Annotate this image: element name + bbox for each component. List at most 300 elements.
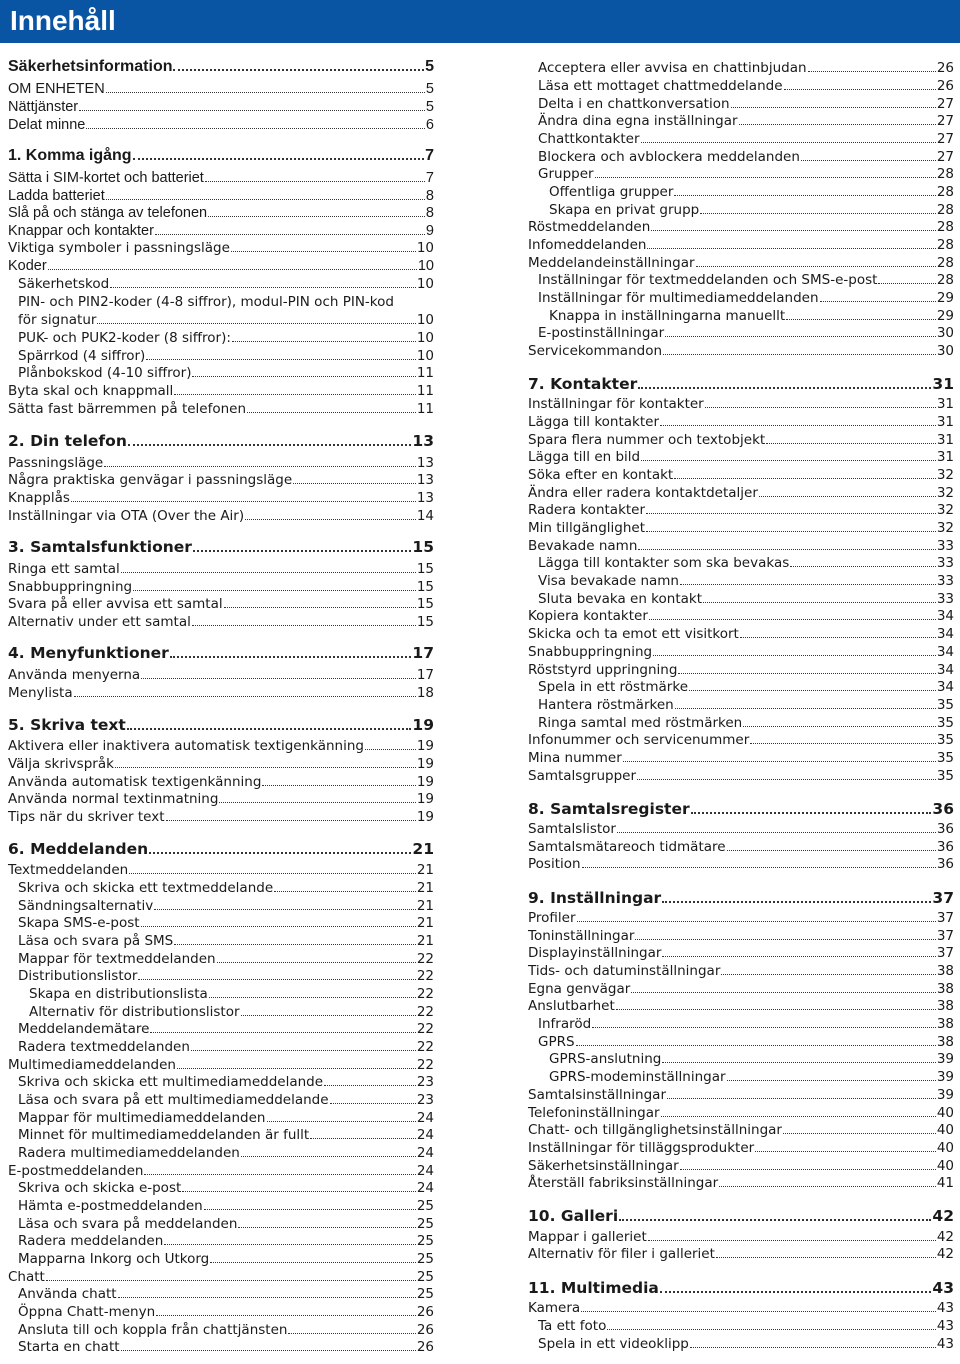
toc-dot-leader	[700, 202, 936, 214]
toc-page-number: 40	[936, 1158, 954, 1174]
toc-entry-title: Infomeddelanden	[528, 237, 647, 253]
toc-entry[interactable]	[528, 289, 954, 307]
toc-entry-title: Spara flera nummer och textobjekt	[528, 432, 766, 448]
toc-chapter-heading[interactable]	[8, 146, 434, 166]
toc-entry-title: GPRS-anslutning	[549, 1051, 662, 1067]
toc-page-number: 9	[425, 223, 434, 239]
toc-entry[interactable]	[528, 1068, 954, 1086]
toc-entry-title: Kamera	[528, 1300, 581, 1316]
toc-page-number: 28	[936, 202, 954, 218]
toc-entry[interactable]	[8, 275, 434, 293]
toc-entry[interactable]	[528, 466, 954, 484]
toc-entry[interactable]	[8, 471, 434, 489]
toc-entry[interactable]	[528, 590, 954, 608]
toc-entry[interactable]	[528, 661, 954, 679]
toc-page-number: 37	[932, 889, 954, 907]
toc-dot-leader	[680, 573, 936, 585]
toc-page-number: 25	[416, 1233, 434, 1249]
toc-entry-title: Bevakade namn	[528, 538, 638, 554]
toc-dot-leader	[878, 272, 935, 284]
toc-entry-title: Röststyrd uppringning	[528, 662, 678, 678]
toc-entry-title: Displayinställningar	[528, 945, 662, 961]
toc-entry[interactable]	[8, 684, 434, 702]
toc-entry[interactable]	[528, 1050, 954, 1068]
toc-dot-leader	[820, 290, 936, 302]
toc-entry[interactable]	[8, 1303, 434, 1321]
toc-entry[interactable]	[528, 271, 954, 289]
toc-dot-leader	[193, 538, 411, 552]
toc-entry[interactable]	[528, 519, 954, 537]
toc-page-number: 28	[936, 255, 954, 271]
toc-dot-leader	[623, 750, 936, 762]
toc-entry[interactable]	[8, 1268, 434, 1286]
toc-chapter-heading[interactable]	[528, 374, 954, 394]
toc-entry-title: Läsa och svara på meddelanden	[18, 1216, 238, 1232]
toc-page-number: 10	[416, 276, 434, 292]
toc-entry[interactable]	[8, 595, 434, 613]
toc-entry[interactable]	[8, 169, 434, 187]
toc-entry-title: Samtalsgrupper	[528, 768, 637, 784]
toc-page-number: 34	[936, 662, 954, 678]
toc-entry[interactable]	[8, 1109, 434, 1127]
toc-page-number: 32	[936, 485, 954, 501]
toc-entry[interactable]	[528, 909, 954, 927]
toc-entry-title: E-postmeddelanden	[8, 1163, 144, 1179]
toc-entry[interactable]	[528, 678, 954, 696]
toc-entry-title: Viktiga symboler i passningsläge	[8, 240, 230, 256]
toc-page-number: 33	[936, 591, 954, 607]
toc-entry[interactable]	[528, 537, 954, 555]
toc-entry[interactable]	[528, 855, 954, 873]
toc-entry[interactable]	[8, 222, 434, 240]
toc-entry[interactable]	[528, 77, 954, 95]
toc-entry[interactable]	[8, 808, 434, 826]
toc-dot-leader	[680, 1158, 936, 1170]
toc-entry[interactable]	[8, 773, 434, 791]
toc-entry-title: 10. Galleri	[528, 1207, 619, 1225]
toc-entry[interactable]	[8, 311, 434, 329]
toc-entry[interactable]	[528, 767, 954, 785]
toc-entry-title: Chatt	[8, 1269, 45, 1285]
toc-entry[interactable]	[528, 201, 954, 219]
toc-entry-title: Acceptera eller avvisa en chattinbjudan	[538, 60, 807, 76]
toc-entry[interactable]	[528, 95, 954, 113]
toc-dot-leader	[705, 396, 936, 408]
toc-entry[interactable]	[8, 329, 434, 347]
toc-entry-title: 11. Multimedia	[528, 1279, 659, 1297]
toc-dot-leader	[155, 223, 425, 235]
toc-dot-leader	[224, 596, 416, 608]
toc-entry[interactable]	[528, 1033, 954, 1051]
toc-entry[interactable]	[8, 1321, 434, 1339]
toc-dot-leader	[582, 856, 936, 868]
toc-entry[interactable]	[528, 820, 954, 838]
toc-entry[interactable]	[8, 1056, 434, 1074]
toc-entry-title: Inställningar för multimediameddelanden	[538, 290, 819, 306]
toc-dot-leader	[110, 276, 416, 288]
toc-page-number: 34	[936, 626, 954, 642]
toc-entry[interactable]	[528, 1104, 954, 1122]
toc-entry[interactable]	[8, 932, 434, 950]
toc-entry[interactable]	[528, 731, 954, 749]
toc-dot-leader	[727, 839, 936, 851]
toc-entry-title: Säkerhetsinställningar	[528, 1158, 679, 1174]
toc-page-number: 25	[416, 1286, 434, 1302]
toc-dot-leader	[106, 81, 425, 93]
toc-chapter-heading[interactable]	[528, 888, 954, 908]
toc-dot-leader	[631, 981, 936, 993]
toc-dot-leader	[719, 1175, 936, 1187]
toc-dot-leader	[141, 915, 416, 927]
toc-dot-leader	[150, 1021, 415, 1033]
toc-entry[interactable]	[8, 1126, 434, 1144]
toc-page-number: 40	[936, 1105, 954, 1121]
toc-entry[interactable]	[8, 613, 434, 631]
toc-entry[interactable]	[8, 1197, 434, 1215]
toc-entry[interactable]	[8, 985, 434, 1003]
toc-entry[interactable]	[8, 98, 434, 116]
toc-entry[interactable]	[528, 607, 954, 625]
toc-chapter-heading[interactable]	[8, 431, 434, 451]
toc-entry[interactable]	[8, 967, 434, 985]
toc-page-number: 28	[936, 219, 954, 235]
toc-entry-title: Använda menyerna	[8, 667, 141, 683]
toc-dot-leader	[146, 348, 416, 360]
toc-entry[interactable]	[528, 1335, 954, 1353]
toc-entry-title: Meddelandeinställningar	[528, 255, 695, 271]
toc-entry[interactable]	[8, 1215, 434, 1233]
toc-chapter-heading[interactable]	[528, 799, 954, 819]
toc-entry[interactable]	[8, 1091, 434, 1109]
toc-entry[interactable]	[8, 204, 434, 222]
toc-entry[interactable]	[528, 431, 954, 449]
toc-dot-leader	[716, 1246, 936, 1258]
toc-entry-title: Ändra dina egna inställningar	[538, 113, 738, 129]
toc-page-number: 25	[416, 1216, 434, 1232]
toc-entry[interactable]	[8, 578, 434, 596]
toc-chapter-heading[interactable]	[8, 537, 434, 557]
toc-entry-title: Visa bevakade namn	[538, 573, 679, 589]
toc-dot-leader	[106, 188, 425, 200]
toc-page-number: 24	[416, 1110, 434, 1126]
toc-dot-leader	[790, 555, 936, 567]
toc-entry[interactable]	[8, 1020, 434, 1038]
toc-page-number: 15	[416, 596, 434, 612]
toc-entry[interactable]	[8, 347, 434, 365]
toc-entry[interactable]	[528, 1015, 954, 1033]
toc-page-number: 35	[936, 768, 954, 784]
toc-entry[interactable]	[528, 643, 954, 661]
toc-dot-leader	[662, 945, 935, 957]
toc-page-number: 35	[936, 732, 954, 748]
toc-entry[interactable]	[528, 448, 954, 466]
toc-page-number: 13	[416, 490, 434, 506]
toc-page-number: 38	[936, 1016, 954, 1032]
toc-entry[interactable]	[528, 254, 954, 272]
toc-entry-title: Mina nummer	[528, 750, 622, 766]
toc-entry[interactable]	[528, 342, 954, 360]
toc-dot-leader	[616, 998, 936, 1010]
toc-entry[interactable]	[8, 257, 434, 275]
toc-dot-leader	[759, 485, 936, 497]
toc-dot-leader	[144, 1163, 415, 1175]
toc-entry[interactable]	[8, 400, 434, 418]
toc-dot-leader	[177, 1057, 416, 1069]
toc-page-number: 29	[936, 290, 954, 306]
toc-page-number: 5	[425, 81, 434, 97]
toc-entry[interactable]	[528, 112, 954, 130]
toc-entry[interactable]	[528, 148, 954, 166]
toc-entry[interactable]	[528, 395, 954, 413]
toc-entry[interactable]	[8, 293, 434, 311]
toc-entry-title: PUK- och PUK2-koder (8 siffror):	[18, 330, 231, 346]
toc-page-number: 33	[936, 538, 954, 554]
toc-entry[interactable]	[8, 489, 434, 507]
toc-page-number: 40	[936, 1140, 954, 1156]
toc-entry[interactable]	[528, 1121, 954, 1139]
toc-entry[interactable]	[8, 1003, 434, 1021]
toc-entry[interactable]	[528, 413, 954, 431]
toc-entry[interactable]	[528, 1086, 954, 1104]
toc-dot-leader	[46, 1269, 416, 1281]
toc-dot-leader	[750, 732, 936, 744]
toc-dot-leader	[647, 237, 935, 249]
toc-chapter-heading[interactable]	[8, 839, 434, 859]
toc-entry[interactable]	[528, 1157, 954, 1175]
toc-entry-title: Kopiera kontakter	[528, 608, 648, 624]
toc-page-number: 37	[936, 910, 954, 926]
toc-page-number: 32	[936, 520, 954, 536]
toc-entry[interactable]	[8, 1250, 434, 1268]
toc-page-number: 11	[416, 365, 434, 381]
toc-entry-title: 6. Meddelanden	[8, 840, 149, 858]
toc-page-number: 15	[416, 561, 434, 577]
toc-dot-leader	[310, 1127, 416, 1139]
toc-entry[interactable]	[8, 560, 434, 578]
toc-page-number: 27	[936, 149, 954, 165]
toc-entry[interactable]	[8, 1338, 434, 1356]
toc-entry-title: GPRS-modeminställningar	[549, 1069, 726, 1085]
toc-page-number: 6	[425, 117, 434, 133]
toc-chapter-heading[interactable]	[8, 643, 434, 663]
toc-entry[interactable]	[528, 1228, 954, 1246]
toc-dot-leader	[48, 258, 417, 270]
toc-page-number: 32	[936, 467, 954, 483]
toc-entry[interactable]	[528, 1317, 954, 1335]
toc-entry[interactable]	[528, 1174, 954, 1192]
toc-page-number: 25	[416, 1198, 434, 1214]
toc-page-number: 39	[936, 1087, 954, 1103]
toc-page-number: 10	[417, 258, 434, 274]
toc-entry[interactable]	[528, 307, 954, 325]
toc-entry-title: Samtalslistor	[528, 821, 616, 837]
toc-entry[interactable]	[8, 239, 434, 257]
toc-dot-leader	[174, 383, 416, 395]
toc-entry-title: Skriva och skicka ett multimediameddelande	[18, 1074, 324, 1090]
toc-entry[interactable]	[8, 950, 434, 968]
toc-entry-title: Hantera röstmärken	[538, 697, 674, 713]
toc-page-number: 35	[936, 715, 954, 731]
toc-entry[interactable]	[528, 236, 954, 254]
toc-page-number: 23	[416, 1092, 434, 1108]
toc-entry[interactable]	[528, 838, 954, 856]
toc-entry[interactable]	[8, 861, 434, 879]
toc-entry-title: Knappa in inställningarna manuellt	[549, 308, 786, 324]
toc-page-number: 19	[416, 738, 434, 754]
toc-page-number: 31	[936, 432, 954, 448]
toc-entry[interactable]	[528, 572, 954, 590]
toc-dot-leader	[210, 1251, 416, 1263]
toc-page-number: 28	[936, 272, 954, 288]
toc-dot-leader	[174, 933, 416, 945]
toc-page-number: 35	[936, 750, 954, 766]
toc-entry[interactable]	[8, 1232, 434, 1250]
toc-entry[interactable]	[8, 80, 434, 98]
toc-entry-title: Samtalsinställningar	[528, 1087, 667, 1103]
toc-dot-leader	[241, 1145, 416, 1157]
toc-page-number: 10	[416, 240, 434, 256]
toc-dot-leader	[115, 756, 416, 768]
toc-page-number: 15	[412, 538, 434, 556]
toc-page-number: 30	[936, 343, 954, 359]
toc-entry[interactable]	[528, 714, 954, 732]
toc-entry[interactable]	[8, 382, 434, 400]
toc-dot-leader	[577, 910, 936, 922]
toc-dot-leader	[660, 1279, 932, 1293]
toc-entry-title: Nättjänster	[8, 99, 79, 115]
toc-dot-leader	[703, 591, 936, 603]
toc-entry[interactable]	[8, 454, 434, 472]
toc-page-number: 13	[412, 432, 434, 450]
toc-entry[interactable]	[8, 897, 434, 915]
toc-dot-leader	[208, 205, 425, 217]
toc-entry[interactable]	[8, 187, 434, 205]
toc-entry-title: Återställ fabriksinställningar	[528, 1175, 719, 1191]
toc-entry-title: Meddelandemätare	[18, 1021, 150, 1037]
toc-entry[interactable]	[8, 364, 434, 382]
toc-entry-title: 8. Samtalsregister	[528, 800, 690, 818]
toc-entry[interactable]	[8, 666, 434, 684]
toc-page-number: 21	[416, 898, 434, 914]
toc-entry[interactable]	[8, 755, 434, 773]
toc-entry[interactable]	[528, 927, 954, 945]
toc-entry-title: Skriva och skicka e-post	[18, 1180, 182, 1196]
toc-entry-title: Sluta bevaka en kontakt	[538, 591, 702, 607]
toc-entry-title: Knappar och kontakter	[8, 223, 154, 239]
toc-dot-leader	[691, 800, 932, 814]
toc-page-number: 19	[416, 756, 434, 772]
toc-entry[interactable]	[528, 1299, 954, 1317]
toc-entry[interactable]	[528, 324, 954, 342]
toc-entry[interactable]	[528, 696, 954, 714]
toc-entry-title: Svara på eller avvisa ett samtal	[8, 596, 223, 612]
toc-entry-title: Starta en chatt	[18, 1339, 120, 1355]
toc-entry[interactable]	[528, 625, 954, 643]
toc-entry[interactable]	[8, 1073, 434, 1091]
toc-entry[interactable]	[528, 501, 954, 519]
toc-entry[interactable]	[528, 554, 954, 572]
toc-dot-leader	[661, 1105, 936, 1117]
toc-page-number: 5	[425, 99, 434, 115]
toc-page-number: 38	[936, 963, 954, 979]
toc-page-number: 42	[932, 1207, 954, 1225]
toc-entry[interactable]	[8, 790, 434, 808]
toc-dot-leader	[755, 1140, 936, 1152]
toc-entry[interactable]	[528, 484, 954, 502]
toc-entry[interactable]	[8, 1144, 434, 1162]
toc-entry[interactable]	[528, 980, 954, 998]
toc-entry-title: Byta skal och knappmall	[8, 383, 174, 399]
toc-entry-title: Delat minne	[8, 117, 86, 133]
toc-dot-leader	[71, 490, 416, 502]
toc-entry-title: Sätta i SIM-kortet och batteriet	[8, 170, 204, 186]
toc-dot-leader	[104, 455, 416, 467]
toc-dot-leader	[783, 1122, 936, 1134]
toc-page-number: 40	[936, 1122, 954, 1138]
toc-dot-leader	[127, 716, 412, 730]
toc-dot-leader	[121, 1339, 416, 1351]
toc-entry[interactable]	[8, 1179, 434, 1197]
toc-entry-title: 2. Din telefon	[8, 432, 127, 450]
toc-dot-leader	[164, 1233, 416, 1245]
toc-entry-title: Mappar för multimediameddelanden	[18, 1110, 266, 1126]
toc-page-number: 34	[936, 679, 954, 695]
toc-dot-leader	[262, 774, 415, 786]
toc-dot-leader	[121, 561, 416, 573]
toc-page-number: 22	[416, 951, 434, 967]
toc-entry[interactable]	[528, 130, 954, 148]
toc-entry[interactable]	[8, 1162, 434, 1180]
toc-entry-title: Röstmeddelanden	[528, 219, 651, 235]
toc-entry[interactable]	[8, 1038, 434, 1056]
toc-entry[interactable]	[528, 59, 954, 77]
toc-entry-title: Samtalsmätareoch tidmätare	[528, 839, 726, 855]
toc-entry[interactable]	[528, 1139, 954, 1157]
toc-entry-title: Ladda batteriet	[8, 188, 105, 204]
toc-chapter-heading[interactable]	[8, 57, 434, 77]
toc-page-number: 27	[936, 113, 954, 129]
toc-entry[interactable]	[528, 749, 954, 767]
toc-chapter-heading[interactable]	[8, 715, 434, 735]
toc-entry[interactable]	[8, 507, 434, 525]
toc-entry-title: Söka efter en kontakt	[528, 467, 674, 483]
toc-page-number: 32	[936, 502, 954, 518]
toc-entry[interactable]	[528, 962, 954, 980]
toc-entry-title: E-postinställningar	[538, 325, 665, 341]
toc-entry[interactable]	[528, 1245, 954, 1263]
toc-entry[interactable]	[528, 183, 954, 201]
toc-entry[interactable]	[8, 879, 434, 897]
toc-page-number: 39	[936, 1051, 954, 1067]
toc-entry[interactable]	[528, 165, 954, 183]
toc-chapter-heading[interactable]	[528, 1206, 954, 1226]
toc-entry[interactable]	[8, 116, 434, 134]
toc-entry[interactable]	[528, 944, 954, 962]
toc-page-number: 22	[416, 986, 434, 1002]
toc-entry[interactable]	[528, 218, 954, 236]
toc-dot-leader	[129, 862, 416, 874]
toc-dot-leader	[641, 449, 936, 461]
toc-page-number: 22	[416, 1021, 434, 1037]
toc-chapter-heading[interactable]	[528, 1278, 954, 1298]
toc-dot-leader	[133, 146, 425, 160]
toc-entry[interactable]	[8, 737, 434, 755]
toc-page-number: 38	[936, 981, 954, 997]
toc-page-number: 10	[416, 330, 434, 346]
toc-entry[interactable]	[528, 997, 954, 1015]
toc-entry[interactable]	[8, 914, 434, 932]
toc-entry[interactable]	[8, 1285, 434, 1303]
